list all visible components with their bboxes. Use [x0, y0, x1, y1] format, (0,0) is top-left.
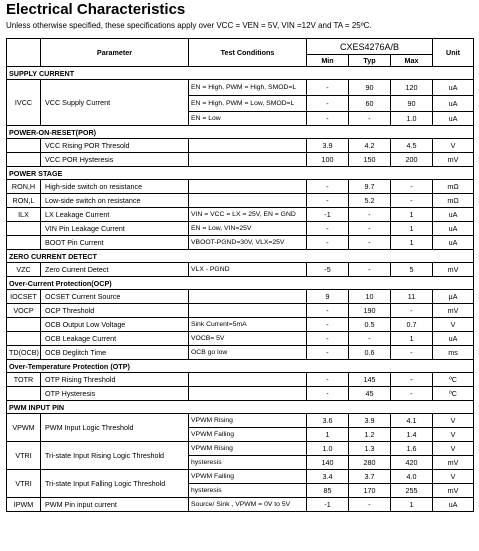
table-row [7, 387, 474, 401]
typ-cell: - [349, 112, 391, 126]
max-cell: 0.7 [391, 318, 433, 332]
symbol-cell: IOCSET [7, 290, 41, 304]
typ-cell: 5.2 [349, 194, 391, 208]
max-cell: 4.5 [391, 139, 433, 153]
min-cell: - [307, 373, 349, 387]
parameter-cell: Tri-state Input Falling Logic Threshold [41, 470, 189, 498]
condition-cell: OCB go low [189, 346, 307, 360]
parameter-cell: VCC Rising POR Thresold [41, 139, 189, 153]
max-cell: 1.0 [391, 112, 433, 126]
condition-cell: VIN = VCC = LX = 25V, EN = GND [189, 208, 307, 222]
typ-cell: - [349, 208, 391, 222]
header-parameter: Parameter [41, 39, 189, 67]
section-title: SUPPLY CURRENT [7, 67, 474, 80]
parameter-cell: OCB Output Low Voltage [41, 318, 189, 332]
unit-cell: V [433, 428, 474, 442]
condition-cell [189, 153, 307, 167]
symbol-cell [7, 387, 41, 401]
parameter-cell: High-side switch on resistance [41, 180, 189, 194]
max-cell: 4.1 [391, 414, 433, 428]
typ-cell: 170 [349, 484, 391, 498]
min-cell: - [307, 236, 349, 250]
section-header-row [7, 67, 474, 80]
max-cell: 1 [391, 208, 433, 222]
min-cell: 3.6 [307, 414, 349, 428]
unit-cell: ms [433, 346, 474, 360]
header-symbol [7, 39, 41, 67]
min-cell: 1 [307, 428, 349, 442]
typ-cell: - [349, 222, 391, 236]
max-cell: - [391, 373, 433, 387]
header-part-number: CXES4276A/B [307, 39, 433, 55]
typ-cell: 1.2 [349, 428, 391, 442]
unit-cell: mV [433, 153, 474, 167]
table-row [7, 332, 474, 346]
min-cell: - [307, 304, 349, 318]
symbol-cell: IPWM [7, 498, 41, 512]
table-row [7, 194, 474, 208]
min-cell: - [307, 96, 349, 112]
condition-cell: Source/ Sink , VPWM = 0V to 5V [189, 498, 307, 512]
unit-cell: uA [433, 222, 474, 236]
symbol-cell: TOTR [7, 373, 41, 387]
typ-cell: 9.7 [349, 180, 391, 194]
max-cell: 120 [391, 80, 433, 96]
table-row [7, 236, 474, 250]
electrical-characteristics-table [6, 38, 474, 512]
section-header-row [7, 401, 474, 414]
typ-cell: 145 [349, 373, 391, 387]
condition-cell [189, 387, 307, 401]
table-row [7, 153, 474, 167]
typ-cell: 190 [349, 304, 391, 318]
parameter-cell: PWM Pin input current [41, 498, 189, 512]
max-cell: - [391, 304, 433, 318]
section-header-row [7, 126, 474, 139]
symbol-cell: VPWM [7, 414, 41, 442]
parameter-cell: BOOT Pin Current [41, 236, 189, 250]
condition-cell: VPWM Falling [189, 428, 307, 442]
symbol-cell [7, 318, 41, 332]
section-header-row [7, 277, 474, 290]
condition-cell: hysteresis [189, 484, 307, 498]
unit-cell: V [433, 318, 474, 332]
header-unit: Unit [433, 39, 474, 67]
symbol-cell: ILX [7, 208, 41, 222]
unit-cell: uA [433, 80, 474, 96]
condition-cell: EN = Low [189, 112, 307, 126]
min-cell: - [307, 180, 349, 194]
table-row [7, 290, 474, 304]
symbol-cell [7, 153, 41, 167]
symbol-cell: VZC [7, 263, 41, 277]
max-cell: 5 [391, 263, 433, 277]
unit-cell: mΩ [433, 180, 474, 194]
max-cell: - [391, 346, 433, 360]
max-cell: 1.6 [391, 442, 433, 456]
condition-cell [189, 373, 307, 387]
condition-cell: EN = High, PWM = High, SMOD=L [189, 80, 307, 96]
symbol-cell [7, 139, 41, 153]
unit-cell: uA [433, 236, 474, 250]
table-row [7, 263, 474, 277]
parameter-cell: OCB Leakage Current [41, 332, 189, 346]
section-title: POWER-ON-RESET(POR) [7, 126, 474, 139]
min-cell: - [307, 222, 349, 236]
condition-cell [189, 180, 307, 194]
typ-cell: 10 [349, 290, 391, 304]
max-cell: 1 [391, 498, 433, 512]
page-title: Electrical Characteristics [6, 1, 186, 18]
typ-cell: 280 [349, 456, 391, 470]
max-cell: 1 [391, 236, 433, 250]
typ-cell: 60 [349, 96, 391, 112]
table-row [7, 304, 474, 318]
section-title: PWM INPUT PIN [7, 401, 474, 414]
min-cell: - [307, 194, 349, 208]
parameter-cell: VCC Supply Current [41, 80, 189, 126]
header-min: Min [307, 55, 349, 67]
page-subtitle: Unless otherwise specified, these specifications apply over VCC = VEN = 5V, VIN =12V and TA = 25ºC. [6, 21, 372, 30]
typ-cell: - [349, 236, 391, 250]
max-cell: 420 [391, 456, 433, 470]
unit-cell: mV [433, 456, 474, 470]
table-row [7, 442, 474, 456]
header-max: Max [391, 55, 433, 67]
table-row [7, 373, 474, 387]
unit-cell: uA [433, 208, 474, 222]
unit-cell: mV [433, 263, 474, 277]
symbol-cell [7, 236, 41, 250]
condition-cell: VLX - PGND [189, 263, 307, 277]
max-cell: 1.4 [391, 428, 433, 442]
table-row [7, 414, 474, 428]
parameter-cell: PWM Input Logic Threshold [41, 414, 189, 442]
parameter-cell: OCB Deglitch Time [41, 346, 189, 360]
typ-cell: - [349, 332, 391, 346]
typ-cell: 45 [349, 387, 391, 401]
unit-cell: uA [433, 332, 474, 346]
max-cell: - [391, 180, 433, 194]
section-header-row [7, 250, 474, 263]
parameter-cell: LX Leakage Current [41, 208, 189, 222]
min-cell: - [307, 318, 349, 332]
parameter-cell: OCSET Current Source [41, 290, 189, 304]
min-cell: - [307, 346, 349, 360]
parameter-cell: OTP Rising Threshold [41, 373, 189, 387]
parameter-cell: Zero Current Detect [41, 263, 189, 277]
unit-cell: mΩ [433, 194, 474, 208]
max-cell: 255 [391, 484, 433, 498]
table-row [7, 346, 474, 360]
symbol-cell: VOCP [7, 304, 41, 318]
typ-cell: 150 [349, 153, 391, 167]
table-row [7, 498, 474, 512]
parameter-cell: VIN Pin Leakage Current [41, 222, 189, 236]
parameter-cell: VCC POR Hysteresis [41, 153, 189, 167]
section-title: Over-Temperature Protection (OTP) [7, 360, 474, 373]
table-row [7, 80, 474, 96]
min-cell: 9 [307, 290, 349, 304]
symbol-cell: RON,L [7, 194, 41, 208]
max-cell: 1 [391, 222, 433, 236]
section-header-row [7, 167, 474, 180]
min-cell: 100 [307, 153, 349, 167]
parameter-cell: OTP Hysteresis [41, 387, 189, 401]
table-body [7, 67, 474, 512]
typ-cell: 0.5 [349, 318, 391, 332]
condition-cell: VOCB= 5V [189, 332, 307, 346]
typ-cell: 3.9 [349, 414, 391, 428]
unit-cell: uA [433, 498, 474, 512]
table-row [7, 318, 474, 332]
typ-cell: - [349, 263, 391, 277]
section-title: POWER STAGE [7, 167, 474, 180]
section-header-row [7, 360, 474, 373]
min-cell: -5 [307, 263, 349, 277]
max-cell: 200 [391, 153, 433, 167]
unit-cell: mV [433, 304, 474, 318]
typ-cell: 90 [349, 80, 391, 96]
symbol-cell: VTRI [7, 442, 41, 470]
symbol-cell: RON,H [7, 180, 41, 194]
typ-cell: 3.7 [349, 470, 391, 484]
max-cell: 11 [391, 290, 433, 304]
max-cell: 90 [391, 96, 433, 112]
max-cell: 4.0 [391, 470, 433, 484]
min-cell: 140 [307, 456, 349, 470]
parameter-cell: OCP Threshold [41, 304, 189, 318]
min-cell: - [307, 80, 349, 96]
condition-cell: VPWM Rising [189, 414, 307, 428]
unit-cell: uA [433, 96, 474, 112]
table-row [7, 470, 474, 484]
unit-cell: V [433, 414, 474, 428]
unit-cell: ºC [433, 373, 474, 387]
header-typ: Typ [349, 55, 391, 67]
typ-cell: 0.6 [349, 346, 391, 360]
condition-cell [189, 194, 307, 208]
symbol-cell: VTRI [7, 470, 41, 498]
symbol-cell [7, 222, 41, 236]
unit-cell: μA [433, 290, 474, 304]
unit-cell: mV [433, 484, 474, 498]
unit-cell: V [433, 470, 474, 484]
header-conditions: Test Conditions [189, 39, 307, 67]
table-row [7, 222, 474, 236]
typ-cell: 1.3 [349, 442, 391, 456]
parameter-cell: Low-side switch on resistance [41, 194, 189, 208]
condition-cell: VBOOT-PGND=30V, VLX=25V [189, 236, 307, 250]
condition-cell: Sink Current=5mA [189, 318, 307, 332]
min-cell: - [307, 112, 349, 126]
max-cell: - [391, 387, 433, 401]
section-title: ZERO CURRENT DETECT [7, 250, 474, 263]
min-cell: 3.9 [307, 139, 349, 153]
unit-cell: ºC [433, 387, 474, 401]
symbol-cell: IVCC [7, 80, 41, 126]
table-row [7, 180, 474, 194]
symbol-cell: TD(OCB) [7, 346, 41, 360]
condition-cell [189, 290, 307, 304]
min-cell: -1 [307, 208, 349, 222]
table-row [7, 208, 474, 222]
min-cell: - [307, 332, 349, 346]
condition-cell: VPWM Falling [189, 470, 307, 484]
condition-cell: EN = High, PWM = Low, SMOD=L [189, 96, 307, 112]
condition-cell: VPWM Rising [189, 442, 307, 456]
unit-cell: V [433, 442, 474, 456]
condition-cell [189, 139, 307, 153]
unit-cell: uA [433, 112, 474, 126]
section-title: Over-Current Protection(OCP) [7, 277, 474, 290]
symbol-cell [7, 332, 41, 346]
condition-cell: EN = Low, VIN=25V [189, 222, 307, 236]
min-cell: -1 [307, 498, 349, 512]
condition-cell [189, 304, 307, 318]
min-cell: 1.0 [307, 442, 349, 456]
parameter-cell: Tri-state Input Rising Logic Threshold [41, 442, 189, 470]
typ-cell: - [349, 498, 391, 512]
min-cell: - [307, 387, 349, 401]
condition-cell: hysteresis [189, 456, 307, 470]
min-cell: 3.4 [307, 470, 349, 484]
table-row [7, 139, 474, 153]
max-cell: 1 [391, 332, 433, 346]
unit-cell: V [433, 139, 474, 153]
typ-cell: 4.2 [349, 139, 391, 153]
max-cell: - [391, 194, 433, 208]
min-cell: 85 [307, 484, 349, 498]
